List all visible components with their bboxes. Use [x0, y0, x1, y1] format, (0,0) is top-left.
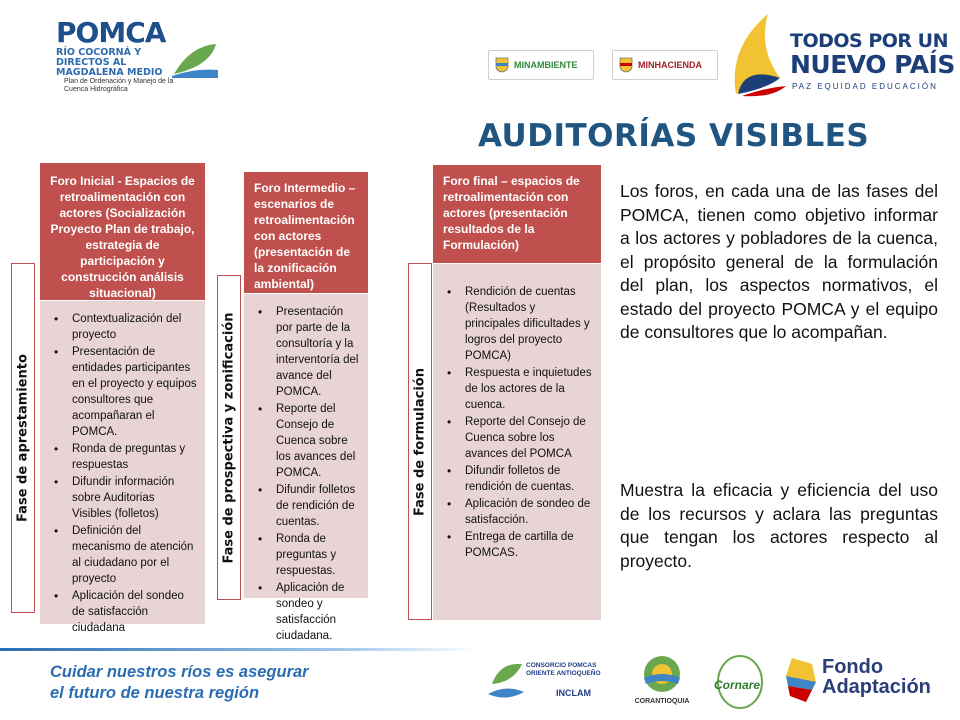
phase-label-text: Fase de formulación: [412, 367, 428, 516]
minhacienda-label: MINHACIENDA: [638, 60, 702, 70]
description-paragraph-2: Muestra la eficacia y eficiencia del uso de los recursos y aclara las preguntas que tengan los actores respecto al proyecto.: [620, 480, 938, 571]
page-title: AUDITORÍAS VISIBLES: [478, 118, 870, 154]
list-item: • Respuesta e inquietudes de los actores de la cuenca.: [447, 365, 593, 413]
phase-item-list: [447, 284, 593, 561]
phase-body-foro-inicial: [40, 301, 205, 634]
list-item: • Aplicación de sondeo y satisfacción ciudadana.: [258, 580, 360, 644]
pomca-logo-subtitle: Plan de Ordenación y Manejo de la Cuenca Hidrográfica: [64, 78, 174, 93]
list-item: • Presentación de entidades participantes en el proyecto y equipos consultores que acompañaran el POMCA.: [54, 344, 197, 440]
corantioquia-name: CORANTIOQUIA: [634, 698, 690, 705]
fondo-line-1: Fondo: [822, 656, 884, 678]
phase-body-foro-final: [433, 264, 601, 620]
list-item: • Aplicación del sondeo de satisfacción ciudadana: [54, 588, 197, 636]
consorcio-name: CONSORCIO POMCAS ORIENTE ANTIOQUEÑO: [526, 662, 601, 677]
pomca-logo: [50, 16, 230, 102]
list-item: • Aplicación de sondeo de satisfacción.: [447, 496, 593, 528]
corantioquia-logo: [622, 652, 702, 712]
gov-logo-line3: PAZ EQUIDAD EDUCACIÓN: [792, 82, 938, 91]
gov-logo-line1: TODOS POR UN: [790, 30, 948, 52]
list-item: • Difundir folletos de rendición de cuentas.: [447, 463, 593, 495]
phase-heading-foro-final: Foro final – espacios de retroalimentación con actores (presentación resultados de la Formulación): [433, 165, 601, 263]
gov-logo-line2: NUEVO PAÍS: [790, 50, 955, 79]
list-item: • Contextualización del proyecto: [54, 311, 197, 343]
motto-line-1: Cuidar nuestros ríos es asegurar: [50, 663, 309, 681]
list-item: • Presentación por parte de la consultoría y la interventoría del avance del POMCA.: [258, 304, 360, 400]
list-item: • Difundir información sobre Auditorias Visibles (folletos): [54, 474, 197, 522]
list-item: • Reporte del Consejo de Cuenca sobre los avances del POMCA: [447, 414, 593, 462]
colombia-flag-swoosh-icon: [728, 8, 792, 102]
list-item: • Difundir folletos de rendición de cuentas.: [258, 482, 360, 530]
consorcio-logo: [486, 652, 604, 712]
minambiente-logo: [488, 50, 594, 80]
minhacienda-logo: [612, 50, 718, 80]
motto-line-2: el futuro de nuestra región: [50, 684, 260, 702]
phase-label-aprestamiento: [11, 263, 35, 613]
list-item: • Entrega de cartilla de POMCAS.: [447, 529, 593, 561]
todos-por-un-nuevo-pais-logo: [728, 8, 955, 102]
consorcio-sub: INCLAM: [556, 688, 591, 698]
list-item: • Ronda de preguntas y respuestas.: [258, 531, 360, 579]
phase-body-foro-intermedio: [244, 294, 368, 642]
list-item: • Reporte del Consejo de Cuenca sobre los avances del POMCA.: [258, 401, 360, 481]
cornare-name: Cornare: [714, 678, 761, 692]
phase-label-text: Fase de aprestamiento: [15, 354, 31, 522]
leaf-wave-icon: [486, 658, 526, 706]
phase-item-list: [54, 311, 197, 636]
pomca-logo-name: POMCA: [56, 16, 166, 49]
phase-heading-foro-inicial: Foro Inicial - Espacios de retroalimentación con actores (Socialización Proyecto Plan de trabajo, estrategia de participación y construcción análisis situacional): [40, 163, 205, 300]
cornare-logo: [710, 652, 770, 712]
fondo-line-2: Adaptación: [822, 676, 931, 698]
phase-item-list: [258, 304, 360, 644]
coat-of-arms-icon: [495, 57, 509, 73]
footer-motto: [50, 662, 309, 704]
phase-label-prospectiva: [217, 275, 241, 600]
coat-of-arms-icon: [619, 57, 633, 73]
colombia-map-icon: [782, 656, 820, 706]
phase-heading-foro-intermedio: Foro Intermedio – escenarios de retroalimentación con actores (presentación de la zonificación ambiental): [244, 172, 368, 293]
header: [0, 0, 960, 112]
list-item: • Ronda de preguntas y respuestas: [54, 441, 197, 473]
minambiente-label: MINAMBIENTE: [514, 60, 578, 70]
circle-landscape-icon: [642, 654, 682, 694]
phase-label-text: Fase de prospectiva y zonificación: [221, 312, 237, 563]
fondo-adaptacion-logo: [782, 652, 932, 712]
leaf-landscape-icon: [170, 40, 220, 80]
list-item: • Definición del mecanismo de atención al ciudadano por el proyecto: [54, 523, 197, 587]
phase-label-formulacion: [408, 263, 432, 620]
footer-divider: [0, 648, 480, 651]
description-paragraph-1: Los foros, en cada una de las fases del POMCA, tienen como objetivo informar a los actores y pobladores de la cuenca, el propósito general de la formulación del plan, los aspectos normativos, el estado del proyecto POMCA y el equipo de consultores que lo acompañan.: [620, 181, 938, 342]
pomca-logo-river: RÍO COCORNÁ Y DIRECTOS AL MAGDALENA MEDIO: [56, 47, 163, 78]
list-item: • Rendición de cuentas (Resultados y principales dificultades y logros del proyecto POMCA): [447, 284, 593, 364]
